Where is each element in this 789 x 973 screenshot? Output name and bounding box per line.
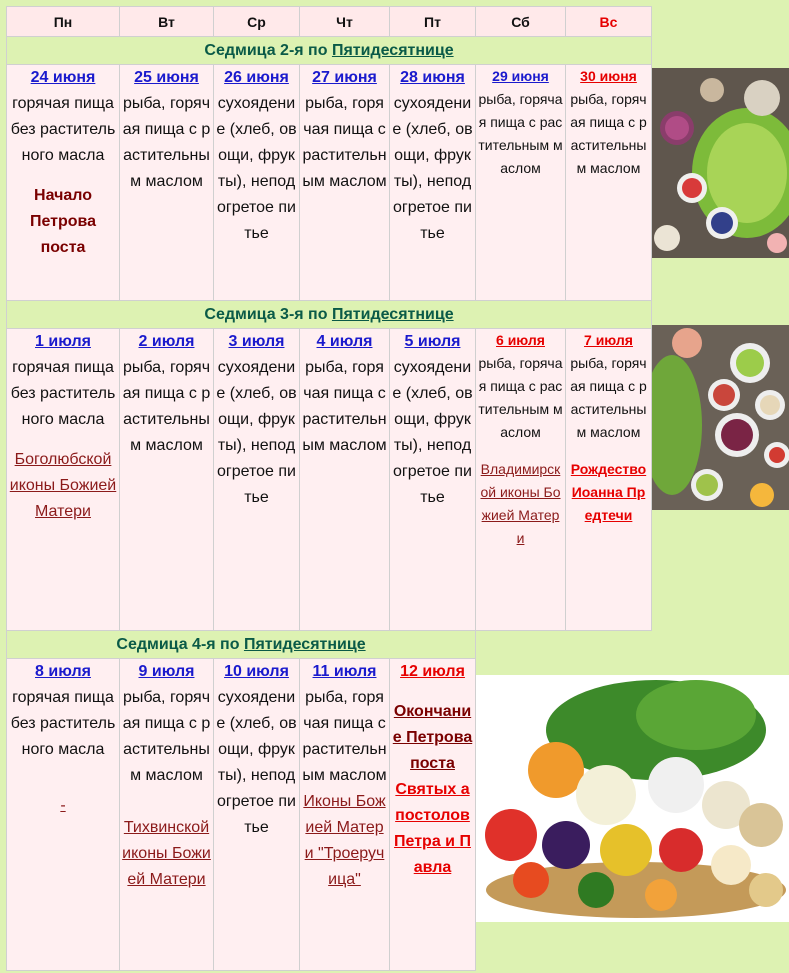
date-link[interactable]: 24 июня (30, 69, 96, 86)
date-link[interactable]: 12 июля (400, 663, 465, 680)
feast-link[interactable]: Владимирской иконы Божией Матери (480, 461, 561, 546)
week-3-link[interactable]: Пятидесятнице (331, 305, 454, 323)
vegetable-basket-image (476, 675, 789, 922)
day-cell: 29 июня рыба, горячая пища с растительным маслом (476, 65, 566, 301)
feast-link[interactable]: Святых апостолов Петра и Павла (394, 781, 471, 876)
day-cell: 30 июня рыба, горячая пища с растительным маслом (566, 65, 652, 301)
day-cell: 11 июля рыба, горячая пища с растительным маслом Иконы Божией Матери "Троеручица" (300, 659, 390, 971)
feast-label: Окончание Петрова поста (392, 703, 473, 772)
day-cell: 2 июля рыба, горячая пища с растительным маслом (120, 329, 214, 631)
date-link[interactable]: 27 июня (312, 69, 377, 86)
day-cell: 6 июля рыба, горячая пища с растительным маслом Владимирской иконы Божией Матери (476, 329, 566, 631)
weekday-header (7, 7, 652, 37)
date-link[interactable]: 4 июля (316, 333, 373, 350)
weekday-mon: Пн (7, 7, 120, 37)
date-link[interactable]: 5 июля (404, 333, 461, 350)
feast-link[interactable]: Рождество Иоанна Предтечи (570, 461, 647, 523)
date-link[interactable]: 6 июля (496, 332, 545, 348)
week-4-label: Седмица 4-я по Пятидесятнице (7, 631, 476, 659)
date-link[interactable]: 30 июня (580, 68, 637, 84)
feast-link[interactable]: - (60, 797, 66, 814)
day-cell: 25 июня рыба, горячая пища с растительным маслом (120, 65, 214, 301)
date-link[interactable]: 7 июля (584, 332, 633, 348)
day-cell: 27 июня рыба, горячая пища с растительным маслом (300, 65, 390, 301)
weekday-sat: Сб (476, 7, 566, 37)
day-cell: 26 июня сухоядение (хлеб, овощи, фрукты), неподогретое питье (214, 65, 300, 301)
date-link[interactable]: 8 июля (35, 663, 91, 680)
week-4-link[interactable]: Пятидесятнице (243, 635, 366, 653)
weekday-sun: Вс (566, 7, 652, 37)
date-link[interactable]: 26 июня (224, 69, 289, 86)
day-cell: 24 июня горячая пища без растительного масла Начало Петрова поста (7, 65, 120, 301)
day-cell: 1 июля горячая пища без растительного масла Боголюбской иконы Божией Матери (7, 329, 120, 631)
vegetable-bowls-image (652, 325, 789, 510)
day-cell (390, 659, 476, 971)
day-cell: 4 июля рыба, горячая пища с растительным маслом (300, 329, 390, 631)
weekday-wed: Ср (214, 7, 300, 37)
date-link[interactable]: 3 июля (228, 333, 285, 350)
weekday-thu: Чт (300, 7, 390, 37)
day-cell: 9 июля рыба, горячая пища с растительным маслом Тихвинской иконы Божией Матери (120, 659, 214, 971)
date-link[interactable]: 9 июля (138, 663, 195, 680)
date-link[interactable]: 1 июля (35, 333, 91, 350)
vegetable-basket-photo (476, 675, 789, 922)
weekday-tue: Вт (120, 7, 214, 37)
date-link[interactable]: 2 июля (138, 333, 195, 350)
weekday-fri: Пт (390, 7, 476, 37)
week-2-link[interactable]: Пятидесятнице (331, 41, 454, 59)
day-cell: 8 июля горячая пища без растительного масла - (7, 659, 120, 971)
feast-link[interactable]: Боголюбской иконы Божией Матери (9, 451, 117, 520)
date-link[interactable]: 29 июня (492, 68, 549, 84)
day-cell: 5 июля сухоядение (хлеб, овощи, фрукты), неподогретое питье (390, 329, 476, 631)
date-link[interactable]: 28 июня (400, 69, 465, 86)
salad-photo (652, 68, 789, 258)
date-link[interactable]: 10 июля (224, 663, 289, 680)
feast-label: Начало Петрова поста (29, 187, 97, 256)
week-3-label: Седмица 3-я по Пятидесятнице (7, 301, 652, 329)
date-link[interactable]: 25 июня (134, 69, 199, 86)
feast-link[interactable]: Тихвинской иконы Божией Матери (122, 819, 211, 888)
date-link[interactable]: 11 июля (312, 663, 377, 680)
day-cell: 7 июля рыба, горячая пища с растительным маслом Рождество Иоанна Предтечи (566, 329, 652, 631)
vegetables-photo (652, 325, 789, 510)
day-cell: 10 июля сухоядение (хлеб, овощи, фрукты), неподогретое питье (214, 659, 300, 971)
feast-link[interactable]: Иконы Божией Матери "Троеручица" (303, 793, 386, 888)
week-2-label: Седмица 2-я по Пятидесятнице (7, 37, 652, 65)
day-cell: 28 июня сухоядение (хлеб, овощи, фрукты), неподогретое питье (390, 65, 476, 301)
day-cell: 3 июля сухоядение (хлеб, овощи, фрукты), неподогретое питье (214, 329, 300, 631)
salad-bowls-image (652, 68, 789, 258)
